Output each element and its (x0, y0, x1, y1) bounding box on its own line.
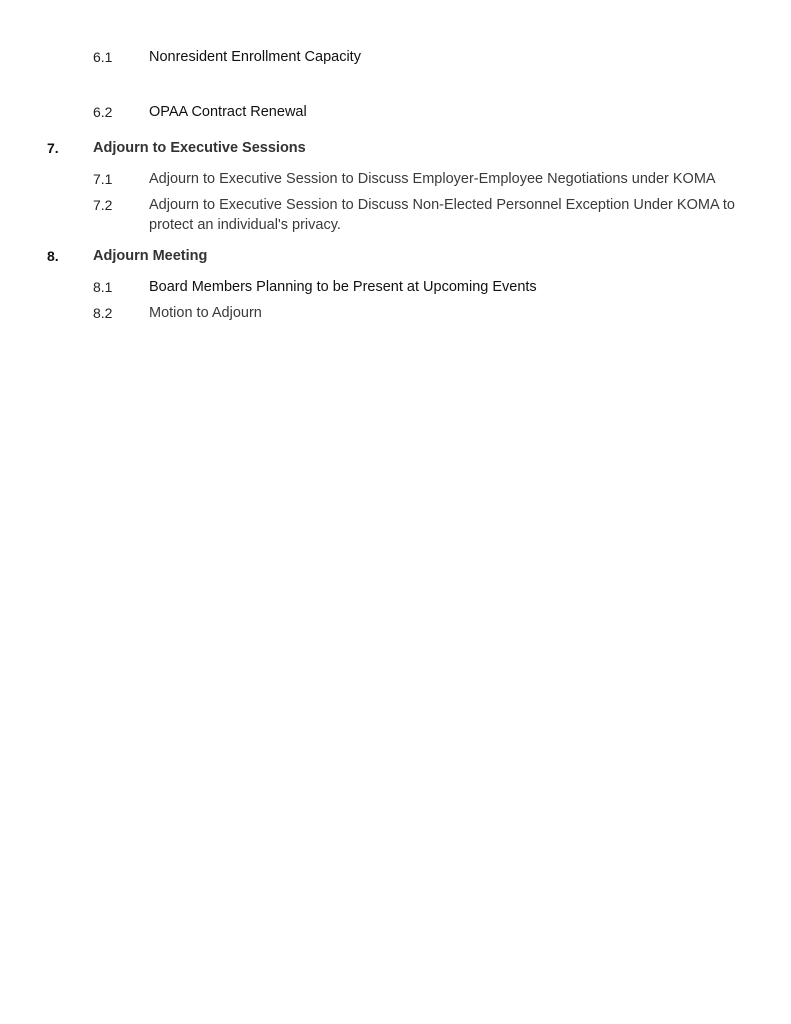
item-text: Adjourn to Executive Session to Discuss Non-Elected Personnel Exception Under KOMA to protect an individual's privacy. (149, 197, 735, 233)
item-number: 6.2 (93, 104, 113, 120)
section-number: 7. (47, 140, 59, 156)
section-title: Adjourn Meeting (93, 248, 208, 264)
item-number: 7.1 (93, 171, 113, 187)
item-number: 8.1 (93, 279, 113, 295)
section-number: 8. (47, 248, 59, 264)
item-text: Nonresident Enrollment Capacity (149, 49, 361, 65)
item-text: Adjourn to Executive Session to Discuss Employer-Employee Negotiations under KOMA (149, 171, 716, 187)
item-text: Board Members Planning to be Present at Upcoming Events (149, 279, 537, 295)
item-text: OPAA Contract Renewal (149, 104, 307, 120)
item-number: 8.2 (93, 305, 113, 321)
item-number: 6.1 (93, 49, 113, 65)
section-title: Adjourn to Executive Sessions (93, 140, 306, 156)
item-number: 7.2 (93, 197, 113, 213)
item-text: Motion to Adjourn (149, 305, 262, 321)
